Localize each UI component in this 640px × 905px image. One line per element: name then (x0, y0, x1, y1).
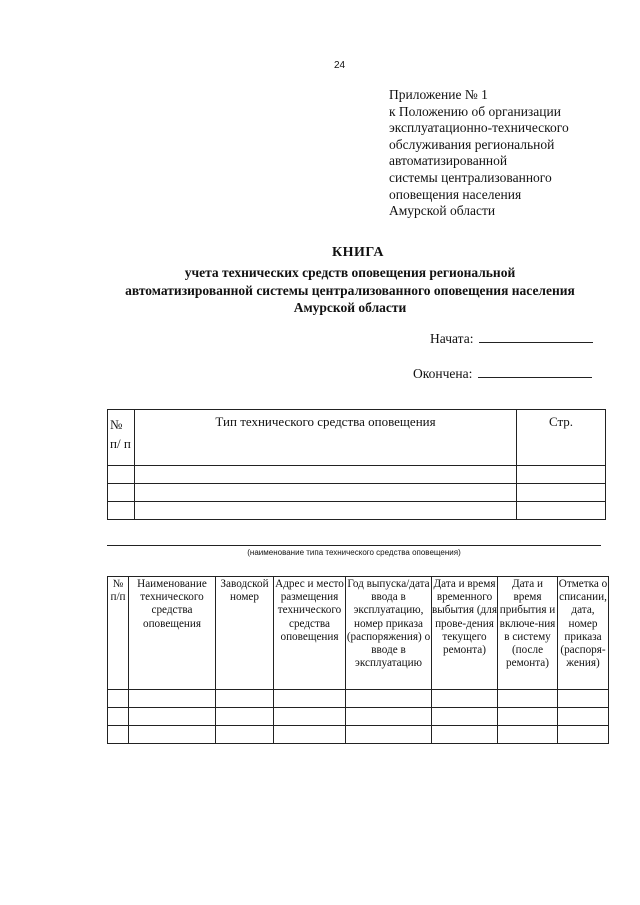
appendix-line: оповещения населения (389, 186, 522, 202)
appendix-line: к Положению об организации (389, 103, 561, 119)
ended-label: Окончена: (413, 366, 473, 381)
table-row (108, 726, 609, 744)
ended-field (413, 364, 592, 382)
subtitle-line: Амурской области (293, 300, 407, 315)
header-cell: Адрес и место размещения технического средства оповещения (274, 577, 346, 690)
table-header-row (108, 410, 606, 466)
separator-line (107, 545, 601, 546)
appendix-line: эксплуатационно-технического (389, 120, 569, 136)
appendix-line: Приложение № 1 (389, 87, 488, 102)
table-row (108, 466, 606, 484)
table-row (108, 484, 606, 502)
header-cell: № п/ п (108, 410, 135, 466)
appendix-line: обслуживания региональной (389, 136, 555, 152)
appendix-block (389, 87, 619, 220)
ended-blank[interactable] (478, 364, 592, 378)
appendix-line: Амурской области (389, 203, 496, 219)
header-cell: Стр. (517, 410, 606, 466)
table-row (108, 690, 609, 708)
header-cell: Наименование технического средства оповещения (129, 577, 216, 690)
table-row (108, 708, 609, 726)
header-cell: № п/п (108, 577, 129, 690)
separator-caption: (наименование типа технического средства оповещения) (247, 548, 461, 557)
table-row (108, 502, 606, 520)
page-number: 24 (334, 60, 346, 71)
started-blank[interactable] (479, 329, 593, 343)
appendix-line: автоматизированной (389, 153, 508, 169)
contents-table (107, 409, 606, 520)
table-header-row (108, 577, 609, 690)
header-cell: Отметка о списании, дата, номер приказа (распоря-жения) (558, 577, 609, 690)
header-cell: Дата и время временного выбытия (для прове-дения текущего ремонта) (432, 577, 498, 690)
subtitle-line: учета технических средств оповещения региональной (184, 265, 516, 280)
header-cell: Дата и время прибытия и включе-ния в систему (после ремонта) (498, 577, 558, 690)
subtitle-line: автоматизированной системы централизованного оповещения населения (125, 282, 575, 298)
started-label: Начата: (430, 331, 474, 346)
header-cell: Год выпуска/дата ввода в эксплуатацию, номер приказа (распоряжения) о вводе в эксплуатацию (346, 577, 432, 690)
started-field (430, 329, 593, 347)
header-cell: Тип технического средства оповещения (135, 410, 517, 466)
appendix-line: системы централизованного (389, 169, 552, 185)
book-title: КНИГА (332, 245, 384, 260)
book-subtitle (80, 264, 620, 317)
registry-table (107, 576, 609, 744)
header-cell: Заводской номер (216, 577, 274, 690)
